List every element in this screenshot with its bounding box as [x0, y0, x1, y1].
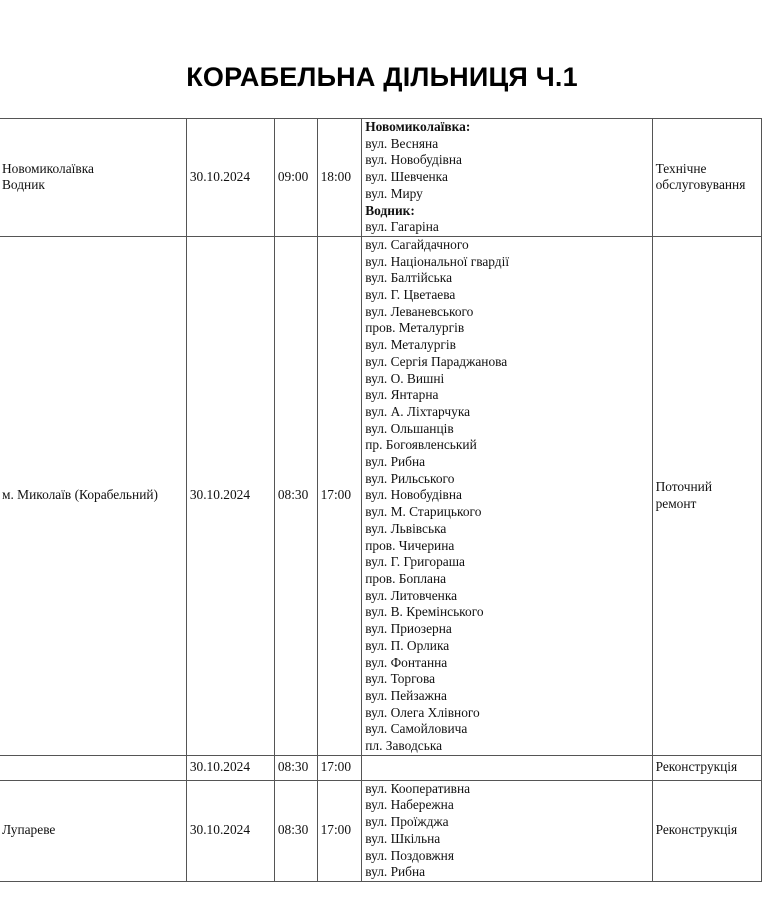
- list-item: вул. Литовченка: [365, 587, 458, 603]
- location-cell: [0, 780, 186, 881]
- work-type-cell: [652, 119, 761, 237]
- list-item: вул. Гагаріна: [365, 219, 439, 235]
- table-row: [0, 119, 762, 237]
- list-item: вул. Приозерна: [365, 621, 452, 637]
- work-type-cell: [652, 755, 761, 780]
- list-item: вул. Шевченка: [365, 169, 448, 185]
- list-item: вул. Весняна: [365, 135, 439, 151]
- date-cell: 30.10.2024: [186, 236, 274, 755]
- list-item: вул. Г. Григораша: [365, 554, 465, 570]
- end-time-cell: 17:00: [317, 236, 362, 755]
- list-item: вул. Леваневського: [365, 303, 474, 319]
- list-item: вул. Ольшанців: [365, 420, 454, 436]
- list-item: вул. Львівська: [365, 520, 447, 536]
- start-time-cell: 08:30: [274, 236, 317, 755]
- list-item: вул. Поздовжня: [365, 847, 455, 863]
- table-row: [0, 236, 762, 755]
- list-item: вул. В. Кремінського: [365, 604, 484, 620]
- date-cell: 30.10.2024: [186, 780, 274, 881]
- work-type-cell-line: ремонт: [655, 495, 697, 511]
- date-cell: 30.10.2024: [186, 119, 274, 237]
- work-type-cell-line: Реконструкція: [655, 822, 738, 838]
- list-item: вул. О. Вишні: [365, 370, 445, 386]
- list-item: вул. Рибна: [365, 454, 426, 470]
- location-cell-line: Лупареве: [2, 822, 56, 838]
- list-item: пров. Чичерина: [365, 537, 455, 553]
- list-item: вул. Янтарна: [365, 387, 439, 403]
- list-item: вул. Рибна: [365, 864, 426, 880]
- list-item: вул. Торгова: [365, 671, 436, 687]
- settlement-heading: Новомиколаївка:: [365, 119, 471, 134]
- list-item: вул. Новобудівна: [365, 487, 462, 503]
- settlement-heading: Водник:: [365, 202, 415, 218]
- addresses-cell: [362, 236, 652, 755]
- list-item: пров. Металургів: [365, 320, 465, 336]
- list-item: вул. Набережна: [365, 797, 454, 813]
- list-item: вул. Проїжджа: [365, 814, 449, 830]
- start-time-cell: 09:00: [274, 119, 317, 237]
- location-cell-line: м. Миколаїв (Корабельний): [2, 487, 158, 503]
- list-item: пров. Боплана: [365, 570, 447, 586]
- list-item: вул. Миру: [365, 185, 423, 201]
- location-cell-line: Водник: [2, 177, 45, 193]
- end-time-cell: 18:00: [317, 119, 362, 237]
- list-item: вул. Г. Цветаева: [365, 287, 456, 303]
- work-type-cell: [652, 236, 761, 755]
- list-item: вул. А. Ліхтарчука: [365, 403, 471, 419]
- list-item: вул. Сагайдачного: [365, 236, 469, 252]
- work-type-cell-line: Поточний: [655, 479, 713, 495]
- work-type-cell: [652, 780, 761, 881]
- start-time-cell: 08:30: [274, 755, 317, 780]
- work-type-cell-line: Реконструкція: [655, 759, 738, 775]
- addresses-cell: [362, 755, 652, 780]
- list-item: вул. Рильського: [365, 470, 455, 486]
- end-time-cell: 17:00: [317, 755, 362, 780]
- page-title: КОРАБЕЛЬНА ДІЛЬНИЦЯ Ч.1: [186, 62, 578, 92]
- list-item: вул. Кооперативна: [365, 780, 471, 796]
- list-item: вул. Пейзажна: [365, 687, 447, 703]
- list-item: вул. Національної гвардії: [365, 253, 510, 269]
- list-item: вул. Фонтанна: [365, 654, 448, 670]
- list-item: вул. Балтійська: [365, 270, 453, 286]
- work-type-cell-line: обслуговування: [655, 177, 746, 193]
- start-time-cell: 08:30: [274, 780, 317, 881]
- address-list: [365, 119, 648, 236]
- list-item: вул. П. Орлика: [365, 637, 450, 653]
- list-item: вул. М. Старицького: [365, 504, 482, 520]
- date-cell: 30.10.2024: [186, 755, 274, 780]
- address-list: [365, 781, 648, 881]
- list-item: пл. Заводська: [365, 738, 443, 754]
- list-item: вул. Металургів: [365, 337, 456, 353]
- outage-schedule-table: [0, 118, 762, 882]
- list-item: вул. Самойловича: [365, 721, 468, 737]
- work-type-cell-line: Технічне: [655, 160, 707, 176]
- list-item: вул. Новобудівна: [365, 152, 462, 168]
- list-item: вул. Шкільна: [365, 830, 441, 846]
- list-item: вул. Олега Хлівного: [365, 704, 480, 720]
- location-cell: [0, 119, 186, 237]
- location-cell: [0, 755, 186, 780]
- address-list: [365, 237, 648, 755]
- addresses-cell: [362, 119, 652, 237]
- end-time-cell: 17:00: [317, 780, 362, 881]
- list-item: вул. Сергія Параджанова: [365, 353, 508, 369]
- location-cell-line: Новомиколаївка: [2, 160, 94, 176]
- list-item: пр. Богоявленський: [365, 437, 477, 453]
- table-row: [0, 780, 762, 881]
- addresses-cell: [362, 780, 652, 881]
- location-cell: [0, 236, 186, 755]
- table-row: [0, 755, 762, 780]
